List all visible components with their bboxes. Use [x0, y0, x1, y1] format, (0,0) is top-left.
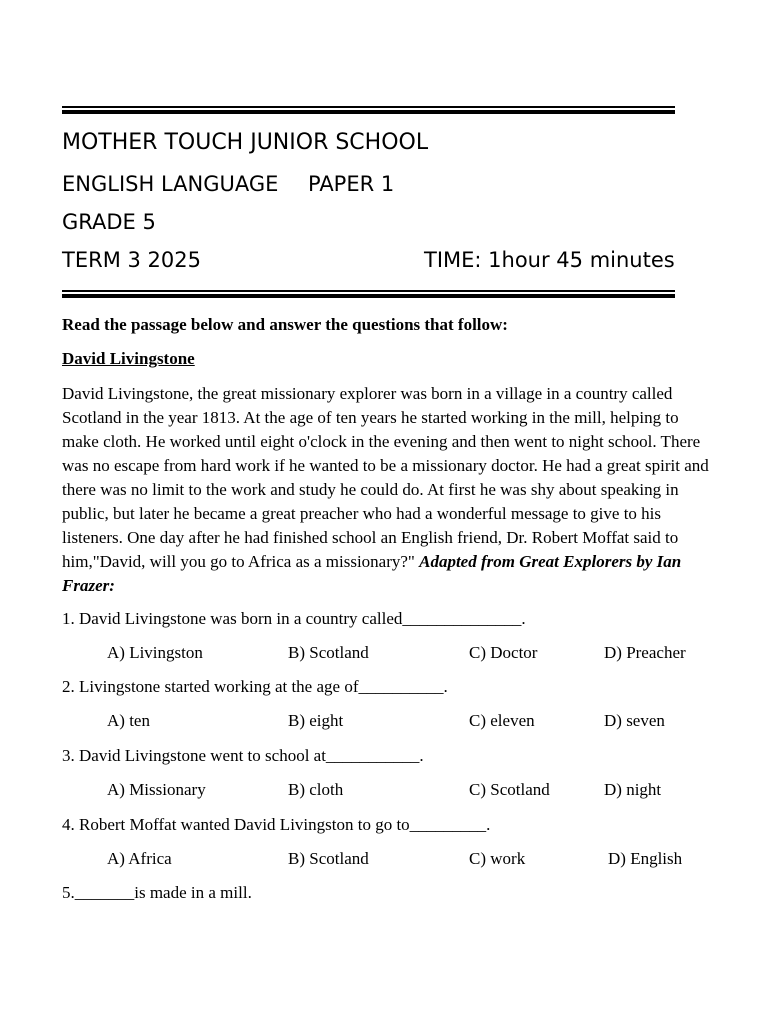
- term-label: TERM 3 2025: [62, 248, 201, 272]
- question-2: 2. Livingstone started working at the age of__________.: [62, 677, 448, 696]
- passage-text: [62, 382, 712, 598]
- q1-option-c: C) Doctor: [469, 643, 538, 662]
- question-1: 1. David Livingstone was born in a country called______________.: [62, 609, 526, 628]
- q4-option-d: D) English: [608, 849, 683, 868]
- question-5: 5._______is made in a mill.: [62, 883, 252, 902]
- subject-label: ENGLISH LANGUAGE: [62, 172, 279, 196]
- question-3: 3. David Livingstone went to school at___________.: [62, 746, 424, 765]
- grade-label: GRADE 5: [62, 210, 156, 234]
- q1-option-d: D) Preacher: [604, 643, 686, 662]
- q3-option-a: A) Missionary: [107, 780, 206, 799]
- passage-source: Adapted from Great Explorers by Ian Frazer:: [62, 552, 682, 595]
- q2-option-d: D) seven: [604, 711, 665, 730]
- q1-option-b: B) Scotland: [288, 643, 369, 662]
- header-top-rule: [62, 106, 675, 114]
- q3-option-c: C) Scotland: [469, 780, 550, 799]
- q3-option-d: D) night: [604, 780, 662, 799]
- passage-title: David Livingstone: [62, 349, 195, 368]
- school-name: MOTHER TOUCH JUNIOR SCHOOL: [62, 130, 429, 155]
- q2-option-a: A) ten: [107, 711, 150, 730]
- q4-option-b: B) Scotland: [288, 849, 369, 868]
- q2-option-b: B) eight: [288, 711, 344, 730]
- instructions: Read the passage below and answer the questions that follow:: [62, 315, 508, 334]
- q2-option-c: C) eleven: [469, 711, 535, 730]
- q1-option-a: A) Livingston: [107, 643, 203, 662]
- time-label: TIME: 1hour 45 minutes: [424, 248, 675, 272]
- passage-body: David Livingstone, the great missionary explorer was born in a village in a country called Scotland in the year 1813. At the age of ten years he started working in the mill, helping to make cloth. He worked until eight o'clock in the evening and then went to night school. There was no escape from hard work if he wanted to be a missionary doctor. He had a great spirit and there was no limit to the work and study he could do. At first he was shy about speaking in public, but later he became a great preacher who had a wonderful message to give to his listeners. One day after he had finished school an English friend, Dr. Robert Moffat said to him,"David, will you go to Africa as a missionary?": [62, 384, 709, 571]
- q4-option-c: C) work: [469, 849, 526, 868]
- q4-option-a: A) Africa: [107, 849, 172, 868]
- question-4: 4. Robert Moffat wanted David Livingston to go to_________.: [62, 815, 491, 834]
- header-bottom-rule: [62, 290, 675, 298]
- q3-option-b: B) cloth: [288, 780, 344, 799]
- paper-label: PAPER 1: [308, 172, 395, 196]
